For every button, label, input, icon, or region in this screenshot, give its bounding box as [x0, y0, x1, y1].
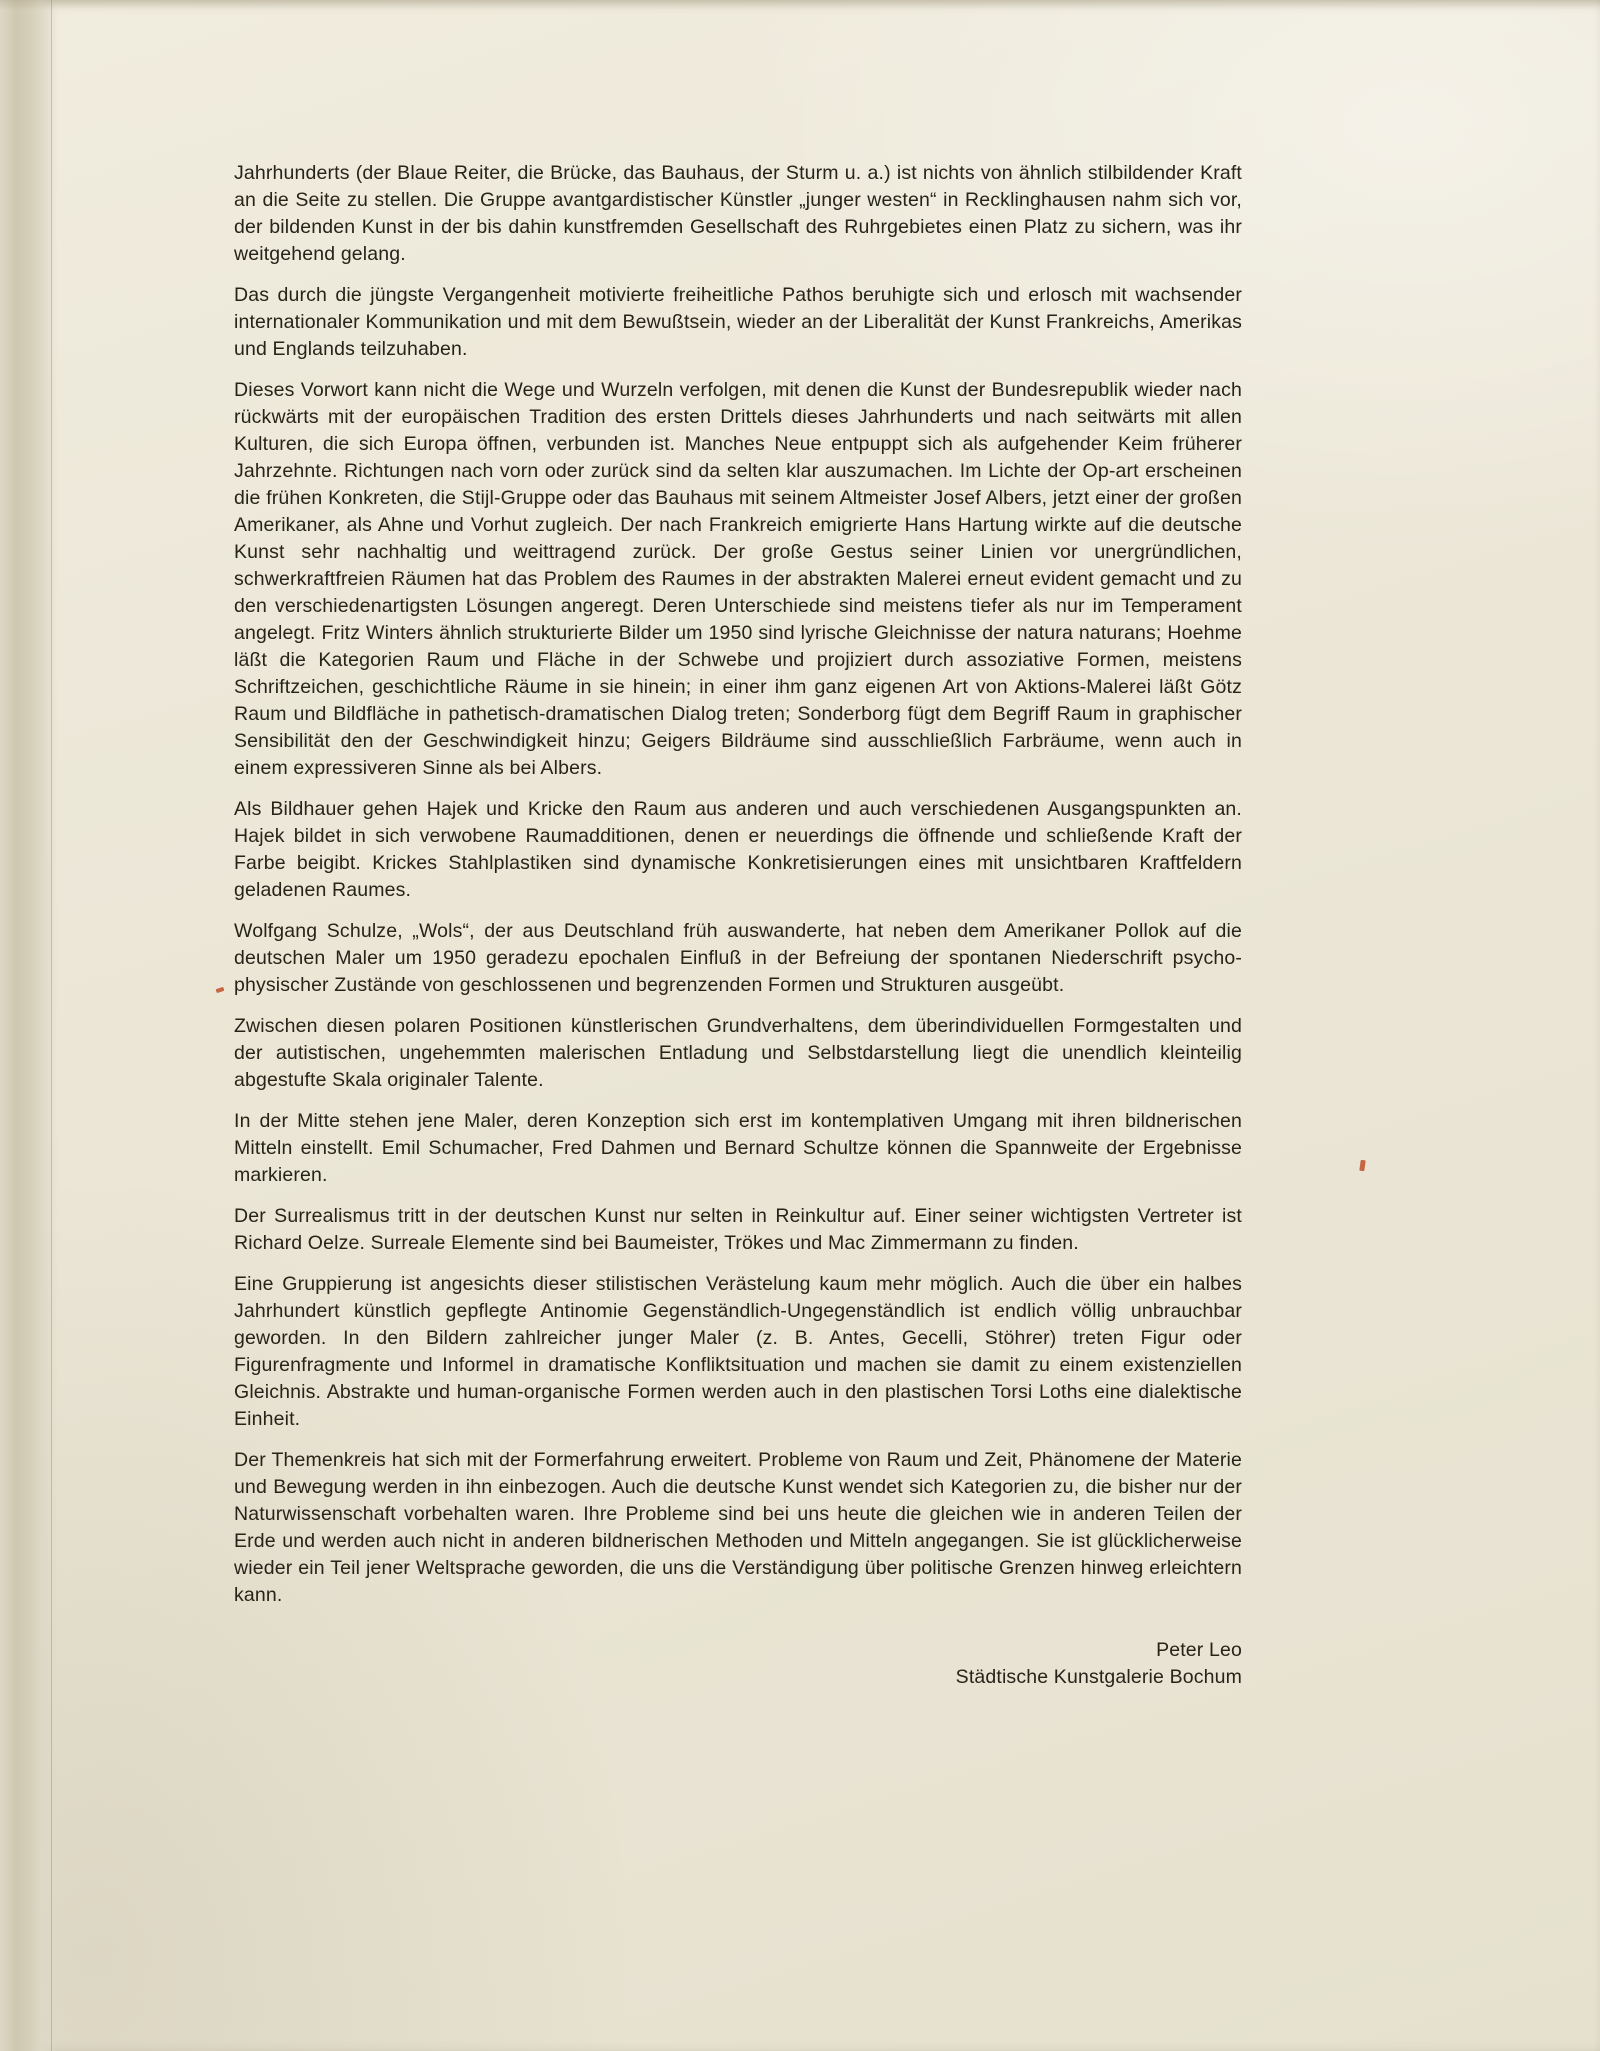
paragraph: Zwischen diesen polaren Positionen künstlerischen Grundverhaltens, dem überindividuellen Formgestalten und der autistischen, ungehemmten malerischen Entladung und Selbstdarstellung liegt die unendlich kleinteilig abgestufte Skala originaler Talente.	[234, 1015, 1242, 1091]
red-ink-mark-left	[216, 987, 225, 993]
signature-name: Peter Leo	[1156, 1639, 1242, 1661]
paragraph: In der Mitte stehen jene Maler, deren Konzeption sich erst im kontemplativen Umgang mit ihren bildnerischen Mitteln einstellt. Emil Schumacher, Fred Dahmen und Bernard Schultze können die Spannweite der Ergebnisse markieren.	[234, 1110, 1242, 1186]
paragraph: Der Surrealismus tritt in der deutschen Kunst nur selten in Reinkultur auf. Einer seiner wichtigsten Vertreter ist Richard Oelze. Surreale Elemente sind bei Baumeister, Trökes und Mac Zimmermann zu finden.	[234, 1205, 1242, 1254]
paragraph: Als Bildhauer gehen Hajek und Kricke den Raum aus anderen und auch verschiedenen Ausgangspunkten an. Hajek bildet in sich verwobene Raumadditionen, denen er neuerdings die öffnende und schließende Kraft der Farbe beigibt. Krickes Stahlplastiken sind dynamische Konkretisierungen eines mit unsichtbaren Kraftfeldern geladenen Raumes.	[234, 798, 1242, 901]
signature-institution: Städtische Kunstgalerie Bochum	[955, 1666, 1242, 1688]
paragraph: Der Themenkreis hat sich mit der Formerfahrung erweitert. Probleme von Raum und Zeit, Phänomene der Materie und Bewegung werden in ihn einbezogen. Auch die deutsche Kunst wendet sich Kategorien zu, die bisher nur der Naturwissenschaft vorbehalten waren. Ihre Probleme sind bei uns heute die gleichen wie in anderen Teilen der Erde und werden auch nicht in anderen bildnerischen Methoden und Mitteln angegangen. Sie ist glücklicherweise wieder ein Teil jener Weltsprache geworden, die uns die Verständigung über politische Grenzen hinweg erleichtern kann.	[234, 1449, 1242, 1606]
paragraph: Das durch die jüngste Vergangenheit motivierte freiheitliche Pathos beruhigte sich und erlosch mit wachsender internationaler Kommunikation und mit dem Bewußtsein, wieder an der Liberalität der Kunst Frankreichs, Amerikas und Englands teilzuhaben.	[234, 284, 1242, 360]
paragraph: Eine Gruppierung ist angesichts dieser stilistischen Verästelung kaum mehr möglich. Auch die über ein halbes Jahrhundert künstlich gepflegte Antinomie Gegenständlich-Ungegenständlich ist endlich völlig unbrauchbar geworden. In den Bildern zahlreicher junger Maler (z. B. Antes, Gecelli, Stöhrer) treten Figur oder Figurenfragmente und Informel in dramatische Konfliktsituation und machen sie damit zu einem existenziellen Gleichnis. Abstrakte und human-organische Formen werden auch in den plastischen Torsi Loths eine dialektische Einheit.	[234, 1273, 1242, 1430]
red-ink-mark-right	[1359, 1160, 1365, 1172]
page-top-edge	[0, 0, 1600, 10]
foreword-text-block	[234, 160, 1242, 1691]
paragraph: Dieses Vorwort kann nicht die Wege und Wurzeln verfolgen, mit denen die Kunst der Bundesrepublik wieder nach rückwärts mit der europäischen Tradition des ersten Drittels dieses Jahrhunderts und nach seitwärts mit allen Kulturen, die sich Europa öffnen, verbunden ist. Manches Neue entpuppt sich als aufgehender Keim früherer Jahrzehnte. Richtungen nach vorn oder zurück sind da selten klar auszumachen. Im Lichte der Op-art erscheinen die frühen Konkreten, die Stijl-Gruppe oder das Bauhaus mit seinem Altmeister Josef Albers, jetzt einer der großen Amerikaner, als Ahne und Vorhut zugleich. Der nach Frankreich emigrierte Hans Hartung wirkte auf die deutsche Kunst sehr nachhaltig und weittragend zurück. Der große Gestus seiner Linien vor unergründlichen, schwerkraftfreien Räumen hat das Problem des Raumes in der abstrakten Malerei erneut evident gemacht und zu den verschiedenartigsten Lösungen angeregt. Deren Unterschiede sind meistens tiefer als nur im Temperament angelegt. Fritz Winters ähnlich strukturierte Bilder um 1950 sind lyrische Gleichnisse der natura naturans; Hoehme läßt die Kategorien Raum und Fläche in der Schwebe und projiziert durch assoziative Formen, meistens Schriftzeichen, geschichtliche Räume in sie hinein; in einer ihm ganz eigenen Art von Aktions-Malerei läßt Götz Raum und Bildfläche in pathetisch-dramatischen Dialog treten; Sonderborg fügt dem Begriff Raum in graphischer Sensibilität den der Geschwindigkeit hinzu; Geigers Bildräume sind ausschließlich Farbräume, wenn auch in einem expressiveren Sinne als bei Albers.	[234, 379, 1242, 779]
page-left-edge	[0, 0, 58, 2051]
paragraph: Jahrhunderts (der Blaue Reiter, die Brücke, das Bauhaus, der Sturm u. a.) ist nichts von ähnlich stilbildender Kraft an die Seite zu stellen. Die Gruppe avantgardistischer Künstler „junger westen“ in Recklinghausen nahm sich vor, der bildenden Kunst in der bis dahin kunstfremden Gesellschaft des Ruhrgebietes einen Platz zu sichern, was ihr weitgehend gelang.	[234, 162, 1242, 265]
paragraph: Wolfgang Schulze, „Wols“, der aus Deutschland früh auswanderte, hat neben dem Amerikaner Pollok auf die deutschen Maler um 1950 geradezu epochalen Einfluß in der Befreiung der spontanen Niederschrift psycho-physischer Zustände von geschlossenen und begrenzenden Formen und Strukturen ausgeübt.	[234, 920, 1242, 996]
signature-block	[234, 1637, 1242, 1691]
